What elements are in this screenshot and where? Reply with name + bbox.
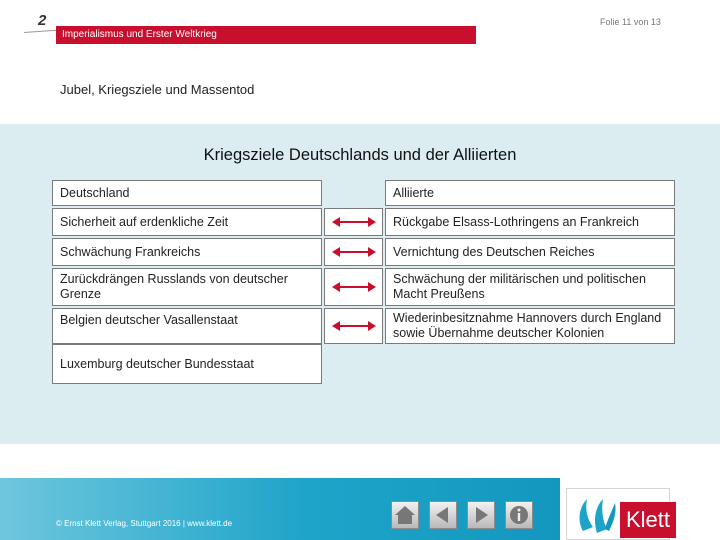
table-header-alliierte: Alliierte (385, 180, 675, 206)
copyright-text: © Ernst Klett Verlag, Stuttgart 2016 | www.klett.de (56, 519, 233, 528)
table-cell-allies: Rückgabe Elsass-Lothringens an Frankreich (385, 208, 675, 236)
topic-banner: Imperialismus und Erster Weltkrieg (56, 26, 476, 44)
table-header-deutschland: Deutschland (52, 180, 322, 206)
table-cell-allies: Schwächung der militärischen und politischen Macht Preußens (385, 268, 675, 306)
previous-icon[interactable] (429, 501, 457, 529)
double-arrow-icon (324, 268, 383, 306)
table-cell-allies: Vernichtung des Deutschen Reiches (385, 238, 675, 266)
home-icon[interactable] (391, 501, 419, 529)
klett-logo-text: Klett (620, 502, 676, 538)
next-icon[interactable] (467, 501, 495, 529)
page-title: Kriegsziele Deutschlands und der Alliierten (203, 146, 517, 164)
chapter-number: 2 (38, 12, 47, 29)
table-cell-germany: Schwächung Frankreichs (52, 238, 322, 266)
double-arrow-icon (324, 208, 383, 236)
table-cell-germany: Zurückdrängen Russlands von deutscher Grenze (52, 268, 322, 306)
double-arrow-icon (324, 238, 383, 266)
table-cell-germany: Belgien deutscher Vasallenstaat (52, 308, 322, 344)
klett-logo-icon (573, 493, 621, 537)
slide-counter: Folie 11 von 13 (600, 17, 661, 27)
page-subtitle: Jubel, Kriegsziele und Massentod (60, 82, 255, 97)
info-icon[interactable] (505, 501, 533, 529)
double-arrow-icon (324, 308, 383, 344)
table-cell-germany: Luxemburg deutscher Bundesstaat (52, 344, 322, 384)
header-decoration-line (24, 29, 60, 33)
table-cell-germany: Sicherheit auf erdenkliche Zeit (52, 208, 322, 236)
table-cell-allies: Wiederinbesitznahme Hannovers durch England sowie Übernahme deutscher Kolonien (385, 308, 675, 344)
